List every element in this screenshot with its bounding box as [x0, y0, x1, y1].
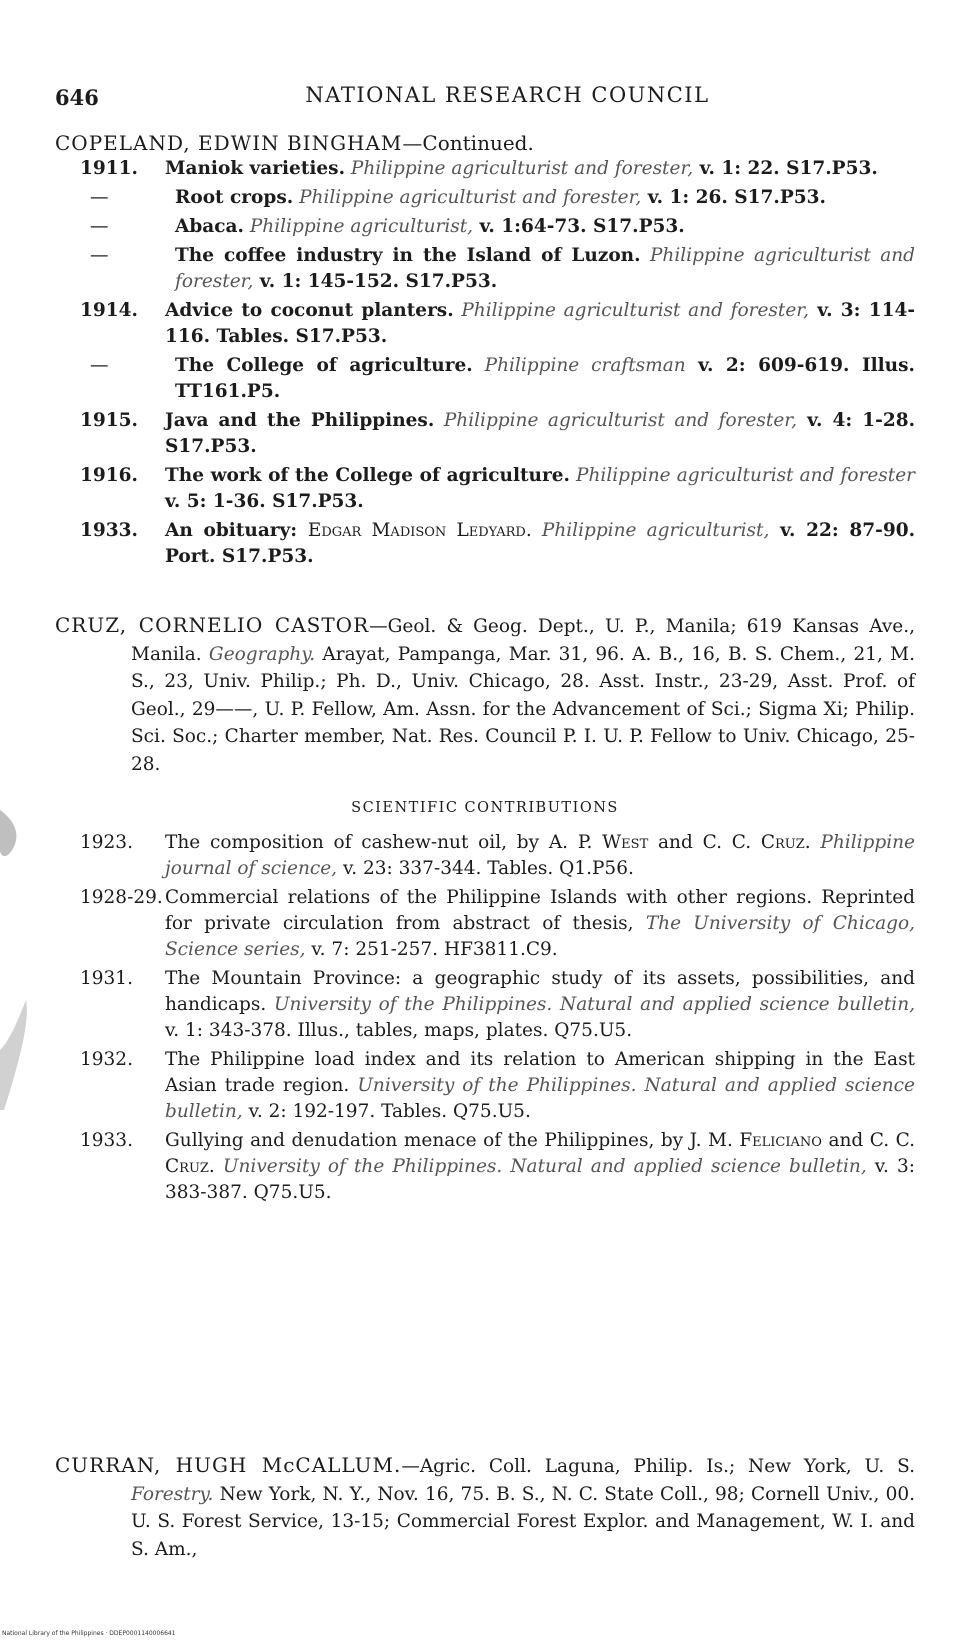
- citation-row: [55, 156, 915, 182]
- citation-row: [55, 243, 915, 295]
- curran-bio: [55, 1452, 915, 1563]
- copeland-contributions: [55, 156, 915, 515]
- citation-text: [165, 298, 915, 350]
- citation-rest: v. 1: 145-152. S17.P53.: [253, 271, 498, 292]
- continued-label: —Continued.: [402, 131, 534, 155]
- citation-text: [165, 1047, 915, 1125]
- bio-details: Arayat, Pampanga, Mar. 31, 96. A. B., 16, B. S. Chem., 21, M. S., 23, Univ. Philip.; Ph. D., Univ. Chicago, 28. Asst. Instr., 23-29, Asst. Prof. of Geol., 29——, U. P. Fellow, Am. Assn. for the Advancement of Sci.; Sigma Xi; Philip. Sci. Soc.; Charter member, Nat. Res. Council P. I. U. P. Fellow to Univ. Chicago, 25-28.: [131, 643, 916, 775]
- citation-row: [55, 408, 915, 460]
- citation-year: 1915.: [80, 410, 138, 431]
- citation-title: Gullying and denudation menace of the Philippines, by J. M.: [165, 1130, 740, 1151]
- page-number: 646: [55, 85, 99, 110]
- citation-rest: v. 1: 22. S17.P53.: [693, 158, 878, 179]
- journal-name: University of the Philippines. Natural and applied science bulletin,: [273, 994, 916, 1015]
- citation-rest: v. 1:64-73. S17.P53.: [473, 216, 685, 237]
- citation-text: [175, 353, 915, 405]
- citation-title: The Mountain Province: a geographic study of its assets, possibilities, and handicaps.: [165, 968, 915, 1015]
- citation-text: [165, 518, 915, 570]
- citation-text: [165, 830, 915, 882]
- citation-text: [165, 966, 915, 1044]
- journal-name: Philippine agriculturist and forester,: [299, 187, 642, 208]
- citation-row: [55, 214, 915, 240]
- citation-rest: v. 23: 337-344. Tables. Q1.P56.: [337, 858, 634, 879]
- citation-text: [165, 885, 915, 963]
- citation-rest: v. 2: 192-197. Tables. Q75.U5.: [242, 1101, 531, 1122]
- citation-title: Advice to coconut planters.: [165, 300, 454, 321]
- citation-row: [55, 353, 915, 405]
- citation-text: [165, 1128, 915, 1206]
- citation-year: 1933.: [80, 520, 138, 541]
- bio-field: Forestry.: [131, 1483, 214, 1505]
- journal-name: Philippine agriculturist,: [541, 520, 770, 541]
- citation-year: 1931.: [80, 968, 133, 989]
- citation-1928: [55, 885, 915, 963]
- journal-name: Philippine agriculturist and forester,: [443, 410, 797, 431]
- citation-year: —: [90, 245, 109, 266]
- citation-text: [165, 463, 915, 515]
- journal-name: Philippine agriculturist and forester,: [175, 245, 915, 292]
- scan-footer: National Library of the Philippines · DDEP0001140006641: [2, 1630, 176, 1637]
- copeland-entry: [55, 130, 915, 573]
- citation-year: 1932.: [80, 1049, 133, 1070]
- citation-rest: v. 3: 383-387. Q75.U5.: [165, 1156, 916, 1203]
- citation-rest: v. 2: 609-619. Illus. TT161.P5.: [175, 355, 915, 402]
- citation-year: 1923.: [80, 832, 133, 853]
- citation-rest: v. 22: 87-90. Port. S17.P53.: [165, 520, 916, 567]
- citation-rest: v. 7: 251-257. HF3811.C9.: [305, 939, 558, 960]
- journal-name: Philippine agriculturist,: [249, 216, 474, 237]
- citation-1933: [55, 518, 915, 570]
- citation-row: [55, 185, 915, 211]
- citation-year: —: [90, 355, 109, 376]
- citation-title: The College of agriculture.: [175, 355, 473, 376]
- bio-address: —Geol. & Geog. Dept., U. P., Manila; 619 Kansas Ave., Manila.: [131, 616, 915, 665]
- author-name: CRUZ, CORNELIO CASTOR: [55, 613, 370, 637]
- curran-entry: [55, 1452, 915, 1563]
- author-name: CURRAN, HUGH McCALLUM.: [55, 1453, 402, 1477]
- citation-rest: v. 4: 1-28. S17.P53.: [165, 410, 916, 457]
- cruz-bio: [55, 612, 915, 778]
- journal-name: Philippine agriculturist and forester,: [461, 300, 809, 321]
- journal-name: University of the Philippines. Natural and applied science bulletin,: [222, 1156, 867, 1177]
- citation-title: The composition of cashew-nut oil, by A. P.: [165, 832, 603, 853]
- citation-title: Commercial relations of the Philippine Islands with other regions. Reprinted for private circulation from abstract of thesis,: [165, 887, 915, 934]
- citation-title: Abaca.: [175, 216, 244, 237]
- citation-text: [165, 156, 915, 182]
- citation-year: 1914.: [80, 300, 138, 321]
- citation-text: [165, 408, 915, 460]
- citation-1932: [55, 1047, 915, 1125]
- journal-name: Philippine craftsman: [484, 355, 686, 376]
- bio-field: Geography.: [208, 643, 316, 665]
- citation-1923: [55, 830, 915, 882]
- citation-row: [55, 298, 915, 350]
- citation-title: Java and the Philippines.: [165, 410, 435, 431]
- citation-text: [175, 185, 915, 211]
- subject-name: Edgar Madison Ledyard.: [307, 520, 532, 541]
- coauthor-name: West: [602, 832, 649, 853]
- citation-connector: and C. C.: [648, 832, 761, 853]
- citation-connector: and C. C.: [821, 1130, 915, 1151]
- citation-rest: v. 1: 343-378. Illus., tables, maps, plates. Q75.U5.: [165, 1020, 633, 1041]
- citation-year: 1911.: [80, 158, 138, 179]
- journal-name: Philippine agriculturist and forester: [576, 465, 915, 486]
- journal-name: Philippine journal of science,: [165, 832, 915, 879]
- citation-title: The Philippine load index and its relation to American shipping in the East Asian trade region.: [165, 1049, 915, 1096]
- citation-year: —: [90, 216, 109, 237]
- citation-text: [175, 214, 915, 240]
- running-title: NATIONAL RESEARCH COUNCIL: [305, 83, 710, 107]
- coauthor-name: Feliciano: [739, 1130, 822, 1151]
- journal-name: Philippine agriculturist and forester,: [350, 158, 694, 179]
- author-name: COPELAND, EDWIN BINGHAM: [55, 131, 403, 155]
- citation-year: 1928-29.: [80, 887, 163, 908]
- bio-address: —Agric. Coll. Laguna, Philip. Is.; New York, U. S.: [401, 1456, 915, 1477]
- citation-title: The coffee industry in the Island of Luzon.: [175, 245, 641, 266]
- citation-title: Maniok varieties.: [165, 158, 346, 179]
- citation-year: 1933.: [80, 1130, 133, 1151]
- citation-title: Root crops.: [175, 187, 294, 208]
- scan-smudge: [0, 810, 30, 1130]
- citation-row: [55, 463, 915, 515]
- journal-name: University of the Philippines. Natural and applied science bulletin,: [165, 1075, 915, 1122]
- citation-1933: [55, 1128, 915, 1206]
- citation-year: 1916.: [80, 465, 138, 486]
- cruz-entry: [55, 612, 915, 1209]
- section-heading: SCIENTIFIC CONTRIBUTIONS: [351, 800, 619, 816]
- citation-year: —: [90, 187, 109, 208]
- citation-rest: v. 1: 26. S17.P53.: [641, 187, 826, 208]
- bio-details: New York, N. Y., Nov. 16, 75. B. S., N. C. State Coll., 98; Cornell Univ., 00. U. S. Forest Service, 13-15; Commercial Forest Explor. and Management, W. I. and S. Am.,: [131, 1483, 915, 1560]
- citation-1931: [55, 966, 915, 1044]
- citation-text: [175, 243, 915, 295]
- citation-title: The work of the College of agriculture.: [165, 465, 570, 486]
- citation-rest: v. 5: 1-36. S17.P53.: [165, 491, 364, 512]
- citation-rest: v. 3: 114-116. Tables. S17.P53.: [165, 300, 916, 347]
- author-short: Cruz.: [760, 832, 811, 853]
- journal-name: The University of Chicago, Science series,: [165, 913, 915, 960]
- citation-title: An obituary:: [165, 520, 308, 541]
- copeland-heading: [55, 130, 915, 156]
- author-short: Cruz.: [165, 1156, 215, 1177]
